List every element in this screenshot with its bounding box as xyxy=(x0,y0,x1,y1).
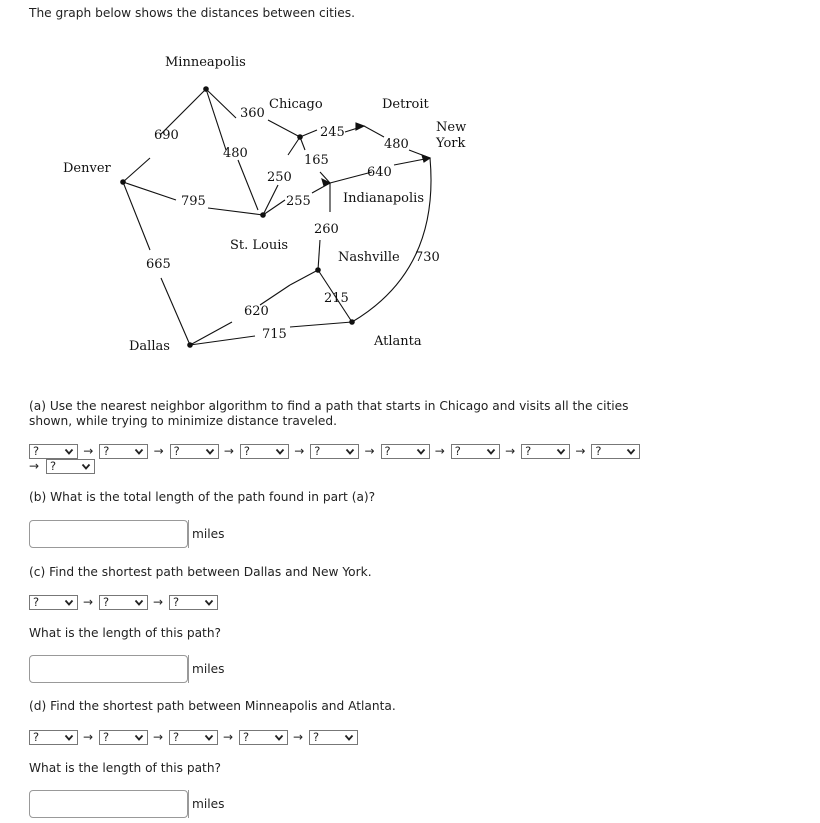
label-indianapolis: Indianapolis xyxy=(343,191,424,206)
node-nashville xyxy=(315,267,321,273)
edge-dallas-atlanta-2 xyxy=(290,322,352,327)
part-a-arrow-3: → xyxy=(223,444,234,458)
part-c-question: (c) Find the shortest path between Dallas and New York. xyxy=(29,565,372,579)
dist-chi-ind: 165 xyxy=(304,153,329,168)
dist-min-chi: 360 xyxy=(240,106,265,121)
dist-min-den: 690 xyxy=(154,128,179,143)
chevron-down-icon xyxy=(64,597,74,608)
edge-chicago-detroit xyxy=(268,120,300,137)
select-value: ? xyxy=(173,730,180,744)
edge-detroit-newyork xyxy=(364,126,384,137)
part-b-question: (b) What is the total length of the path found in part (a)? xyxy=(29,490,376,504)
part-a-arrow-4: → xyxy=(294,444,305,458)
chevron-down-icon xyxy=(344,732,354,743)
label-chicago: Chicago xyxy=(269,97,323,112)
part-a-arrow-9: → xyxy=(29,459,40,473)
dist-det-ny: 480 xyxy=(384,137,409,152)
part-a-select-9[interactable] xyxy=(591,444,640,459)
label-new-york-2: York xyxy=(436,136,466,151)
part-c-arrow-2: → xyxy=(153,595,164,609)
part-c-select-2[interactable] xyxy=(99,595,148,610)
edge-dallas-atlanta xyxy=(190,336,255,345)
dist-den-dal: 665 xyxy=(146,257,171,272)
part-a-select-10[interactable] xyxy=(46,459,95,474)
node-atlanta xyxy=(349,319,355,325)
edge-denver-dallas-2 xyxy=(161,278,190,345)
part-d-select-5[interactable] xyxy=(309,730,358,745)
select-value: ? xyxy=(33,444,40,458)
part-a-arrow-8: → xyxy=(575,444,586,458)
dist-dal-atl: 715 xyxy=(262,327,287,342)
select-value: ? xyxy=(33,730,40,744)
part-d-arrow-4: → xyxy=(293,730,304,744)
part-d-unit: miles xyxy=(188,790,225,818)
node-denver xyxy=(120,179,126,185)
select-value: ? xyxy=(384,444,391,458)
edge-stlouis-minneapolis-lower xyxy=(238,160,258,210)
edge-chicago-stlouis xyxy=(288,137,300,155)
select-value: ? xyxy=(243,730,250,744)
select-value: ? xyxy=(103,595,110,609)
dist-nash-atl: 215 xyxy=(324,291,349,306)
part-d-select-4[interactable] xyxy=(239,730,288,745)
chevron-down-icon xyxy=(416,446,426,457)
part-d-select-3[interactable] xyxy=(169,730,218,745)
chevron-down-icon xyxy=(64,446,74,457)
part-c-answer-input[interactable] xyxy=(29,655,188,683)
part-c-length-question: What is the length of this path? xyxy=(29,626,222,640)
dist-chi-stl: 250 xyxy=(267,170,292,185)
part-a-arrow-2: → xyxy=(153,444,164,458)
label-denver: Denver xyxy=(63,161,111,176)
part-a-select-4[interactable] xyxy=(240,444,289,459)
node-minneapolis xyxy=(203,86,209,92)
part-d-select-2[interactable] xyxy=(99,730,148,745)
part-a-arrow-5: → xyxy=(364,444,375,458)
chevron-down-icon xyxy=(134,732,144,743)
chevron-down-icon xyxy=(134,597,144,608)
part-c-arrow-1: → xyxy=(83,595,94,609)
node-dallas xyxy=(187,342,193,348)
edge-stlouis-dallas-top xyxy=(290,270,318,285)
select-value: ? xyxy=(33,595,40,609)
chevron-down-icon xyxy=(204,597,214,608)
part-b-unit: miles xyxy=(188,520,225,548)
select-value: ? xyxy=(313,730,320,744)
dist-ind-nash: 260 xyxy=(314,222,339,237)
select-value: ? xyxy=(103,730,110,744)
chevron-down-icon xyxy=(134,446,144,457)
chevron-down-icon xyxy=(556,446,566,457)
dist-stl-dal: 620 xyxy=(244,304,269,319)
edge-denver-stlouis xyxy=(123,182,176,200)
select-value: ? xyxy=(243,444,250,458)
part-c-unit: miles xyxy=(188,655,225,683)
select-value: ? xyxy=(454,444,461,458)
dist-chi-det: 245 xyxy=(320,125,345,140)
part-c-select-3[interactable] xyxy=(169,595,218,610)
label-dallas: Dallas xyxy=(129,339,170,354)
arrow-detroit xyxy=(356,123,364,130)
edge-newyork-atlanta xyxy=(352,158,431,322)
label-minneapolis: Minneapolis xyxy=(165,55,246,70)
part-d-length-question: What is the length of this path? xyxy=(29,761,222,775)
label-detroit: Detroit xyxy=(382,97,429,112)
dist-ind-ny: 640 xyxy=(367,165,392,180)
select-value: ? xyxy=(103,444,110,458)
select-value: ? xyxy=(595,444,602,458)
part-a-select-2[interactable] xyxy=(99,444,148,459)
node-stlouis xyxy=(260,212,266,218)
part-a-arrow-7: → xyxy=(505,444,516,458)
part-d-answer-input[interactable] xyxy=(29,790,188,818)
edge-nashville-stlouis-left xyxy=(260,285,290,305)
part-a-arrow-1: → xyxy=(83,444,94,458)
part-a-select-3[interactable] xyxy=(170,444,219,459)
select-value: ? xyxy=(50,459,57,473)
dist-min-stl: 480 xyxy=(223,146,248,161)
edge-denver-minneapolis-lower xyxy=(123,158,150,182)
part-a-question: (a) Use the nearest neighbor algorithm to find a path that starts in Chicago and visits all the cities shown, while trying to minimize distance traveled. xyxy=(29,399,629,428)
edge-denver-dallas xyxy=(123,182,150,250)
select-value: ? xyxy=(173,444,180,458)
select-value: ? xyxy=(314,444,321,458)
part-a-select-1[interactable] xyxy=(29,444,78,459)
part-a-select-5[interactable] xyxy=(310,444,359,459)
label-new-york-1: New xyxy=(436,120,467,135)
chevron-down-icon xyxy=(204,732,214,743)
part-d-arrow-3: → xyxy=(223,730,234,744)
intro-text: The graph below shows the distances between cities. xyxy=(29,6,356,20)
label-nashville: Nashville xyxy=(338,250,400,265)
select-value: ? xyxy=(173,595,180,609)
part-c-select-1[interactable] xyxy=(29,595,78,610)
part-a-select-7[interactable] xyxy=(451,444,500,459)
part-d-arrow-2: → xyxy=(153,730,164,744)
part-a-select-8[interactable] xyxy=(521,444,570,459)
chevron-down-icon xyxy=(486,446,496,457)
node-chicago xyxy=(297,134,303,140)
chevron-down-icon xyxy=(64,732,74,743)
dist-stl-ind: 255 xyxy=(286,194,311,209)
part-a-select-6[interactable] xyxy=(381,444,430,459)
dist-ny-atl: 730 xyxy=(415,250,440,265)
part-d-select-1[interactable] xyxy=(29,730,78,745)
edge-indianapolis-nashville-2 xyxy=(318,240,320,270)
label-atlanta: Atlanta xyxy=(374,334,422,349)
part-b-answer-input[interactable] xyxy=(29,520,188,548)
chevron-down-icon xyxy=(205,446,215,457)
part-a-arrow-6: → xyxy=(434,444,445,458)
chevron-down-icon xyxy=(275,446,285,457)
select-value: ? xyxy=(525,444,532,458)
arrow-newyork xyxy=(422,155,430,162)
edge-denver-stlouis-2 xyxy=(208,208,263,215)
part-d-question: (d) Find the shortest path between Minneapolis and Atlanta. xyxy=(29,699,396,713)
chevron-down-icon xyxy=(274,732,284,743)
label-st-louis: St. Louis xyxy=(230,238,289,253)
arrow-indianapolis xyxy=(322,179,330,186)
chevron-down-icon xyxy=(81,461,91,472)
edge-indianapolis-newyork xyxy=(330,172,372,183)
chevron-down-icon xyxy=(626,446,636,457)
dist-den-stl: 795 xyxy=(181,194,206,209)
part-d-arrow-1: → xyxy=(83,730,94,744)
chevron-down-icon xyxy=(345,446,355,457)
